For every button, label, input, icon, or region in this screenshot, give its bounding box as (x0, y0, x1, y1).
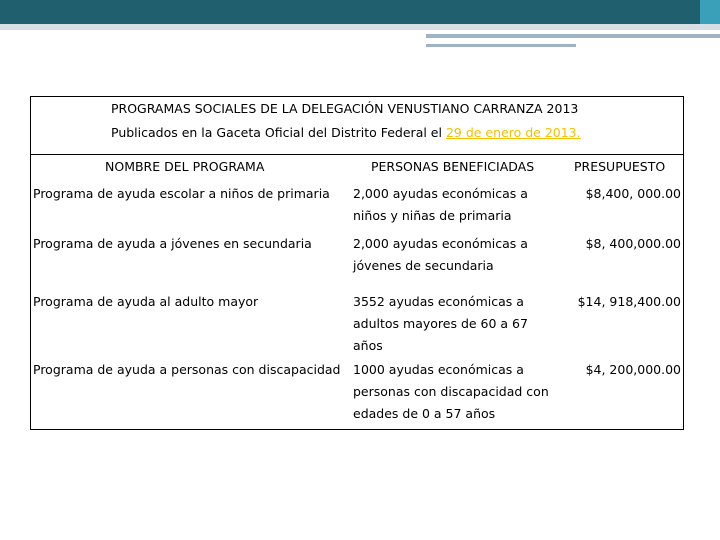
beneficiaries-line: 1000 ayudas económicas a (353, 362, 524, 377)
beneficiaries-line: jóvenes de secundaria (353, 258, 494, 273)
budget-value: $8, 400,000.00 (585, 236, 681, 251)
budget-value: $4, 200,000.00 (585, 362, 681, 377)
beneficiaries-line: 3552 ayudas económicas a (353, 294, 524, 309)
table-subtitle: Publicados en la Gaceta Oficial del Distrito Federal el 29 de enero de 2013. (111, 125, 581, 140)
beneficiaries-line: personas con discapacidad con (353, 384, 549, 399)
column-header-program: NOMBRE DEL PROGRAMA (105, 159, 265, 174)
column-header-budget: PRESUPUESTO (574, 159, 666, 174)
program-name: Programa de ayuda al adulto mayor (33, 294, 259, 309)
beneficiaries-line: niños y niñas de primaria (353, 208, 512, 223)
top-banner (0, 0, 720, 24)
budget-value: $8,400, 000.00 (585, 186, 681, 201)
publication-date: 29 de enero de 2013. (445, 125, 581, 140)
header-divider (31, 154, 683, 155)
beneficiaries-line: 2,000 ayudas económicas a (353, 236, 528, 251)
beneficiaries-line: 2,000 ayudas económicas a (353, 186, 528, 201)
program-name: Programa de ayuda a jóvenes en secundaria (33, 236, 312, 251)
beneficiaries-line: años (353, 338, 383, 353)
budget-value: $14, 918,400.00 (577, 294, 681, 309)
decor-stripe (0, 24, 720, 30)
banner-accent (700, 0, 720, 24)
beneficiaries-line: adultos mayores de 60 a 67 (353, 316, 528, 331)
beneficiaries-line: edades de 0 a 57 años (353, 406, 496, 421)
table-title: PROGRAMAS SOCIALES DE LA DELEGACIÓN VENUSTIANO CARRANZA 2013 (111, 101, 579, 116)
programs-table (30, 96, 684, 430)
decor-stripe (426, 44, 576, 47)
program-name: Programa de ayuda a personas con discapacidad (33, 362, 341, 377)
program-name: Programa de ayuda escolar a niños de primaria (33, 186, 330, 201)
decor-stripe (426, 34, 720, 38)
column-header-beneficiaries: PERSONAS BENEFICIADAS (371, 159, 535, 174)
